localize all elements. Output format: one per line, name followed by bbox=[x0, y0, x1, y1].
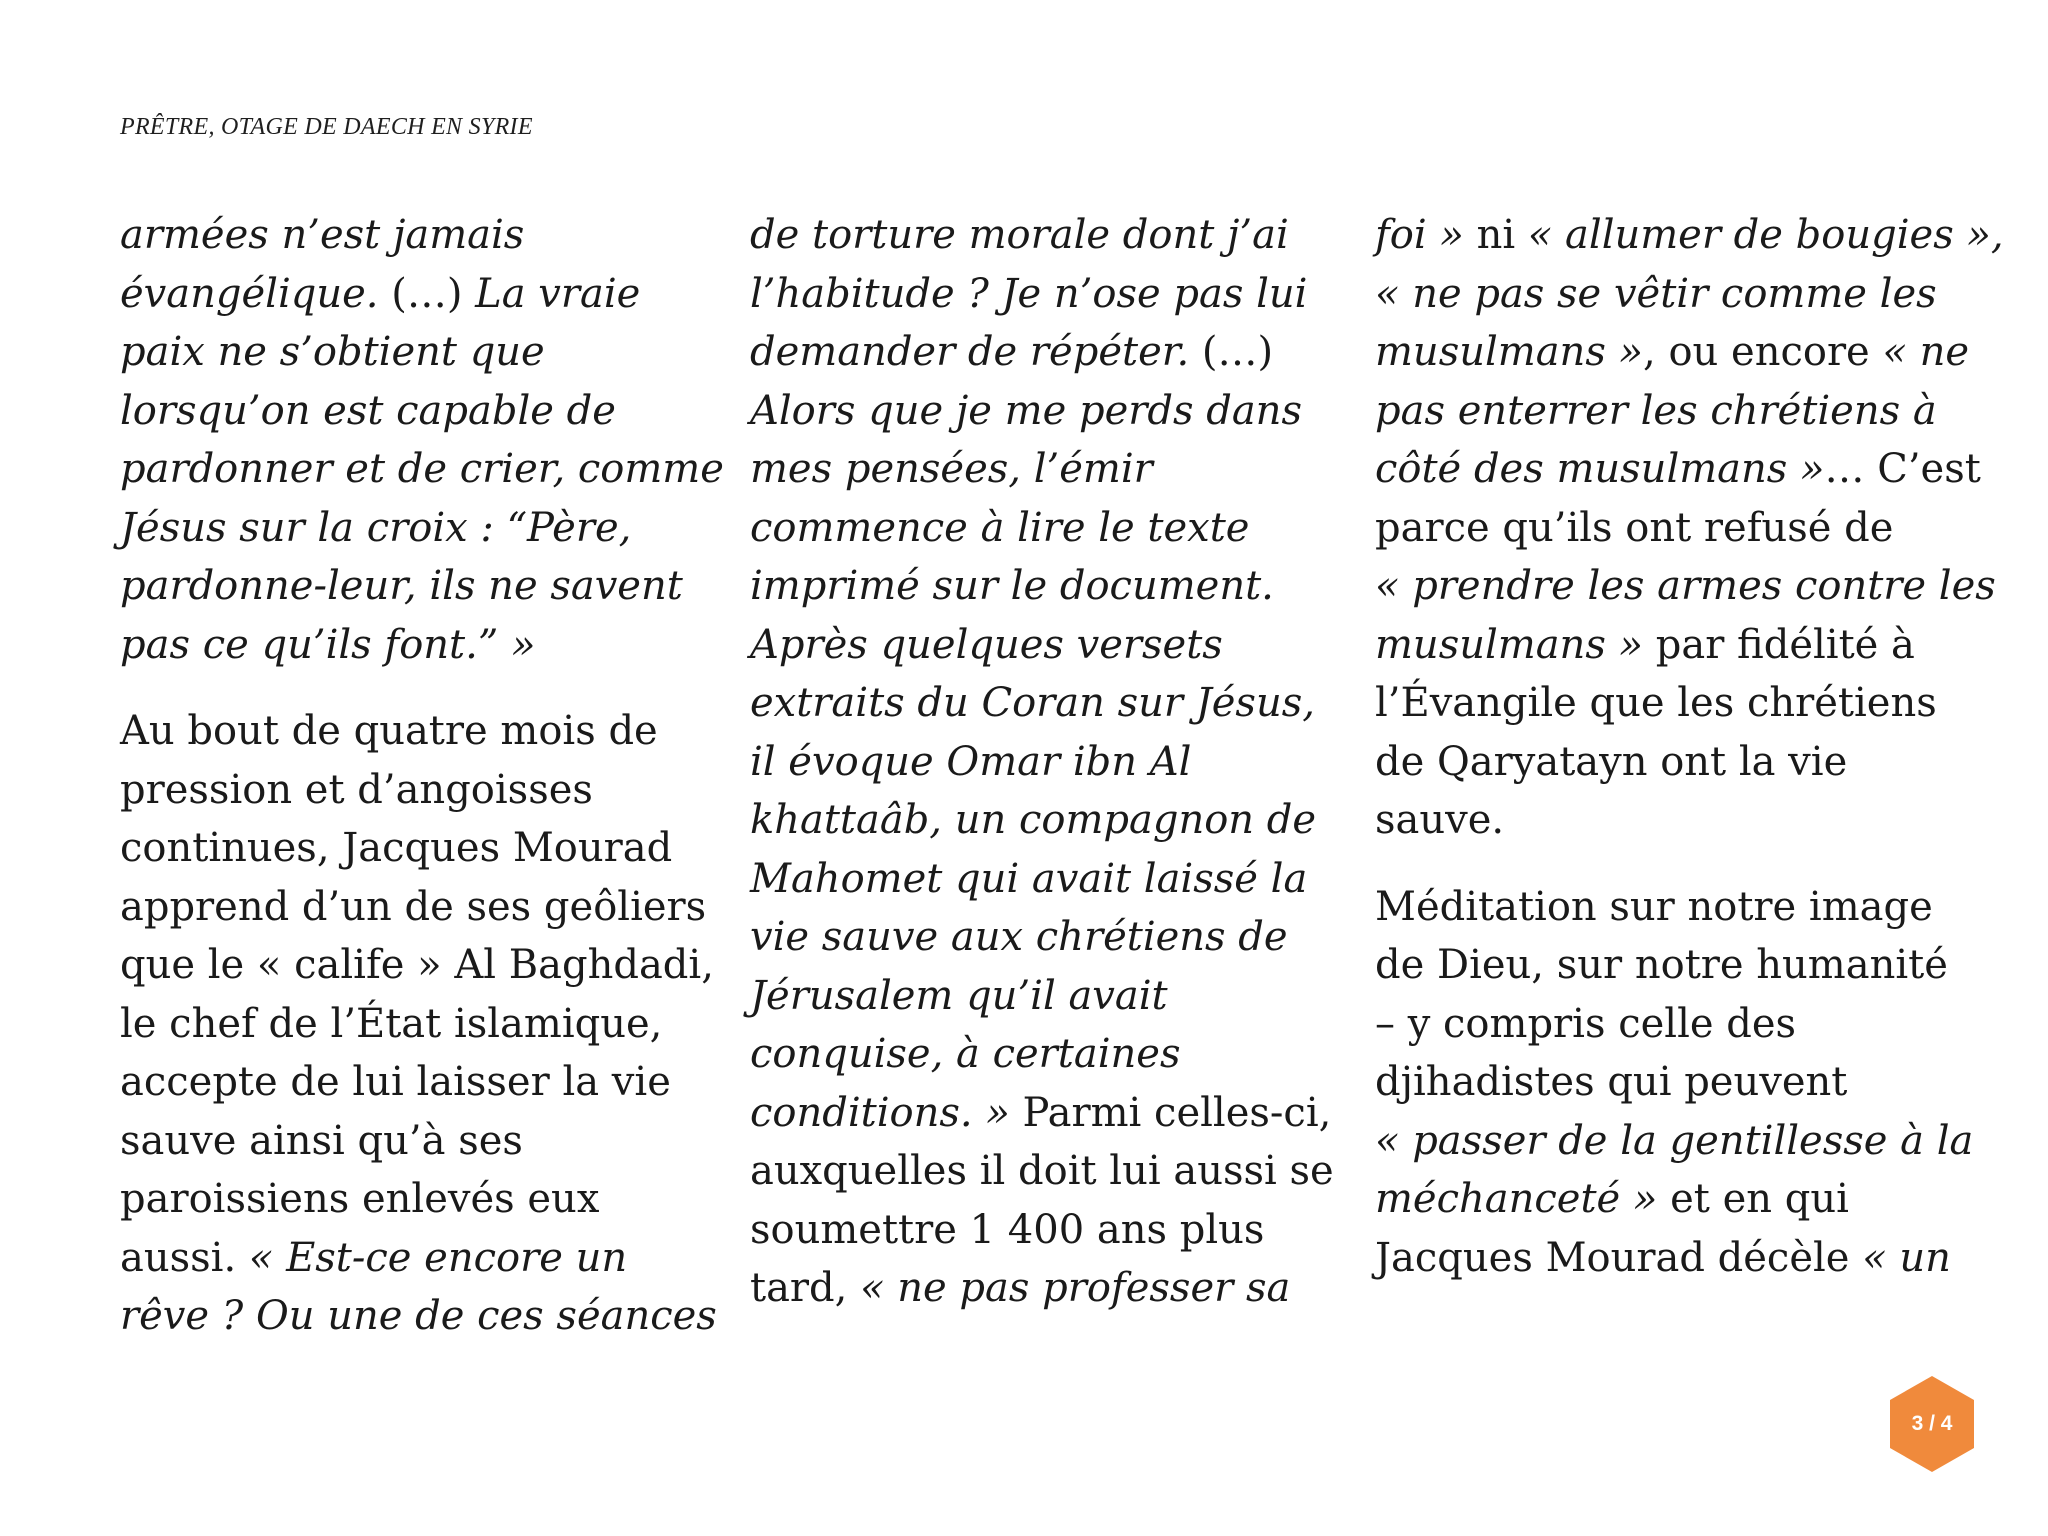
text-line bbox=[1375, 878, 1955, 937]
text-line bbox=[1375, 323, 1970, 382]
text-line bbox=[120, 265, 700, 324]
text-line bbox=[750, 557, 1330, 616]
text-run: aussi. bbox=[120, 1234, 249, 1281]
text-run: Méditation sur notre image bbox=[1375, 883, 1933, 930]
text-line bbox=[120, 323, 700, 382]
text-column-3 bbox=[1375, 206, 2004, 1315]
text-run: tard, bbox=[750, 1265, 861, 1311]
text-line bbox=[750, 733, 1330, 792]
italic-quote-run: « prendre les armes contre les bbox=[1375, 563, 1996, 609]
text-line bbox=[120, 499, 700, 558]
text-line bbox=[750, 967, 1330, 1026]
text-line bbox=[1375, 1170, 1955, 1229]
text-run: – y compris celle des bbox=[1375, 1000, 1797, 1047]
text-run: djihadistes qui peuvent bbox=[1375, 1059, 1848, 1105]
text-line bbox=[1375, 674, 1955, 733]
text-line bbox=[750, 1084, 1330, 1143]
text-run: de Qaryatayn ont la vie bbox=[1375, 738, 1848, 785]
text-line bbox=[120, 440, 724, 499]
text-line bbox=[1375, 1053, 1955, 1112]
text-line bbox=[750, 791, 1330, 850]
italic-quote-run: lorsqu’on est capable de bbox=[120, 387, 616, 434]
text-column-1 bbox=[120, 206, 724, 1374]
text-run: par fidélité à bbox=[1643, 621, 1915, 668]
italic-quote-run: « Est-ce encore un bbox=[248, 1234, 628, 1281]
italic-quote-run: « allumer de bougies », bbox=[1527, 212, 2004, 258]
italic-quote-run: « passer de la gentillesse à la bbox=[1375, 1117, 1974, 1164]
text-line bbox=[120, 1287, 717, 1346]
text-line bbox=[1375, 616, 1955, 675]
italic-quote-run: méchanceté » bbox=[1375, 1176, 1658, 1222]
text-run: (…) bbox=[1189, 329, 1274, 375]
italic-quote-run: paix ne s’obtient que bbox=[120, 329, 545, 375]
text-run: Jacques Mourad décèle bbox=[1375, 1234, 1863, 1281]
text-line bbox=[750, 616, 1330, 675]
text-line bbox=[1375, 1112, 1974, 1171]
text-run: Au bout de quatre mois de bbox=[120, 708, 658, 754]
italic-quote-run: vie sauve aux chrétiens de bbox=[750, 914, 1288, 960]
italic-quote-run: pas ce qu’ils font.” » bbox=[120, 621, 536, 668]
italic-quote-run: musulmans » bbox=[1375, 621, 1644, 668]
text-run: sauve ainsi qu’à ses bbox=[120, 1117, 523, 1164]
text-run: … C’est bbox=[1824, 446, 1981, 492]
italic-quote-run: rêve ? Ou une de ces séances bbox=[120, 1293, 717, 1339]
italic-quote-run: mes pensées, l’émir bbox=[750, 446, 1153, 492]
text-line bbox=[120, 1170, 700, 1229]
italic-quote-run: il évoque Omar ibn Al bbox=[750, 738, 1192, 785]
text-line bbox=[1375, 499, 1955, 558]
text-line bbox=[1375, 1229, 1955, 1288]
italic-quote-run: foi » bbox=[1375, 212, 1464, 258]
text-line bbox=[1375, 265, 1955, 324]
running-header: PRÊTRE, OTAGE DE DAECH EN SYRIE bbox=[120, 114, 533, 140]
text-line bbox=[1375, 382, 1955, 441]
italic-quote-run: l’habitude ? Je n’ose pas lui bbox=[750, 270, 1308, 317]
paragraph bbox=[1375, 206, 2004, 850]
italic-quote-run: évangélique. bbox=[120, 270, 379, 317]
text-line bbox=[750, 1201, 1330, 1260]
italic-quote-run: pardonne-leur, ils ne savent bbox=[120, 563, 683, 609]
article-body bbox=[120, 206, 2004, 1406]
text-run: continues, Jacques Mourad bbox=[120, 825, 673, 871]
text-line bbox=[120, 936, 714, 995]
text-run: le chef de l’État islamique, bbox=[120, 1000, 663, 1047]
text-run: , ou encore bbox=[1643, 329, 1883, 375]
italic-quote-run: Après quelques versets bbox=[750, 621, 1223, 668]
text-line bbox=[120, 702, 700, 761]
text-run: l’Évangile que les chrétiens bbox=[1375, 680, 1937, 726]
italic-quote-run: extraits du Coran sur Jésus, bbox=[750, 680, 1315, 726]
text-run: Parmi celles-ci, bbox=[1009, 1089, 1332, 1136]
text-line bbox=[120, 761, 700, 820]
italic-quote-run: pardonner et de crier, comme bbox=[120, 446, 724, 492]
italic-quote-run: musulmans » bbox=[1375, 329, 1644, 375]
text-line bbox=[120, 819, 700, 878]
text-line bbox=[120, 878, 707, 937]
text-line bbox=[750, 323, 1330, 382]
text-line bbox=[1375, 733, 1955, 792]
italic-quote-run: Jérusalem qu’il avait bbox=[750, 972, 1168, 1019]
italic-quote-run: conquise, à certaines bbox=[750, 1031, 1181, 1077]
italic-quote-run: côté des musulmans » bbox=[1375, 446, 1825, 492]
paragraph bbox=[120, 206, 724, 674]
text-line bbox=[750, 1259, 1330, 1318]
text-run: auxquelles il doit lui aussi se bbox=[750, 1148, 1334, 1194]
text-line bbox=[120, 616, 700, 675]
text-line bbox=[750, 1142, 1334, 1201]
text-line bbox=[750, 206, 1330, 265]
text-run: parce qu’ils ont refusé de bbox=[1375, 504, 1894, 551]
text-line bbox=[1375, 440, 1981, 499]
italic-quote-run: imprimé sur le document. bbox=[750, 563, 1274, 609]
text-run: apprend d’un de ses geôliers bbox=[120, 883, 707, 930]
text-line bbox=[120, 995, 700, 1054]
italic-quote-run: Alors que je me perds dans bbox=[750, 387, 1302, 434]
text-run: (…) bbox=[378, 270, 476, 317]
text-line bbox=[1375, 995, 1955, 1054]
text-line bbox=[750, 674, 1330, 733]
paragraph bbox=[120, 702, 717, 1346]
text-run: sauve. bbox=[1375, 797, 1505, 843]
text-line bbox=[120, 382, 700, 441]
text-line bbox=[120, 557, 700, 616]
text-line bbox=[750, 908, 1330, 967]
text-line bbox=[1375, 206, 2004, 265]
italic-quote-run: Mahomet qui avait laissé la bbox=[750, 855, 1308, 902]
text-line bbox=[750, 1025, 1330, 1084]
page-indicator-badge bbox=[1890, 1376, 1974, 1472]
text-run: soumettre 1 400 ans plus bbox=[750, 1206, 1265, 1253]
text-line bbox=[750, 850, 1330, 909]
text-run: ni bbox=[1463, 212, 1528, 258]
italic-quote-run: « ne pas professer sa bbox=[860, 1265, 1291, 1311]
italic-quote-run: pas enterrer les chrétiens à bbox=[1375, 387, 1937, 434]
text-line bbox=[1375, 936, 1955, 995]
text-line bbox=[1375, 791, 1955, 850]
text-run: pression et d’angoisses bbox=[120, 766, 593, 813]
text-run: et en qui bbox=[1657, 1176, 1849, 1222]
text-run: que le « calife » Al Baghdadi, bbox=[120, 942, 714, 988]
page-number: 3 / 4 bbox=[1911, 1412, 1953, 1435]
text-run: paroissiens enlevés eux bbox=[120, 1176, 600, 1222]
italic-quote-run: « un bbox=[1862, 1234, 1951, 1281]
paragraph bbox=[1375, 878, 1974, 1288]
text-run: accepte de lui laisser la vie bbox=[120, 1059, 671, 1105]
text-line bbox=[750, 382, 1330, 441]
text-line bbox=[120, 1112, 700, 1171]
text-line bbox=[120, 206, 700, 265]
text-line bbox=[750, 265, 1330, 324]
italic-quote-run: khattaâb, un compagnon de bbox=[750, 797, 1317, 843]
italic-quote-run: commence à lire le texte bbox=[750, 504, 1250, 551]
text-run: de Dieu, sur notre humanité bbox=[1375, 942, 1948, 988]
text-line bbox=[750, 499, 1330, 558]
italic-quote-run: armées n’est jamais bbox=[120, 212, 525, 258]
italic-quote-run: conditions. » bbox=[750, 1089, 1010, 1136]
italic-quote-run: La vraie bbox=[475, 270, 641, 317]
italic-quote-run: « ne pas se vêtir comme les bbox=[1375, 270, 1937, 317]
text-line bbox=[120, 1053, 700, 1112]
text-line bbox=[120, 1229, 700, 1288]
text-line bbox=[1375, 557, 1996, 616]
italic-quote-run: Jésus sur la croix : “Père, bbox=[120, 504, 632, 551]
italic-quote-run: de torture morale dont j’ai bbox=[750, 212, 1289, 258]
text-column-2 bbox=[750, 206, 1334, 1346]
text-line bbox=[750, 440, 1330, 499]
paragraph bbox=[750, 206, 1334, 1318]
italic-quote-run: « ne bbox=[1882, 329, 1970, 375]
italic-quote-run: demander de répéter. bbox=[750, 329, 1190, 375]
